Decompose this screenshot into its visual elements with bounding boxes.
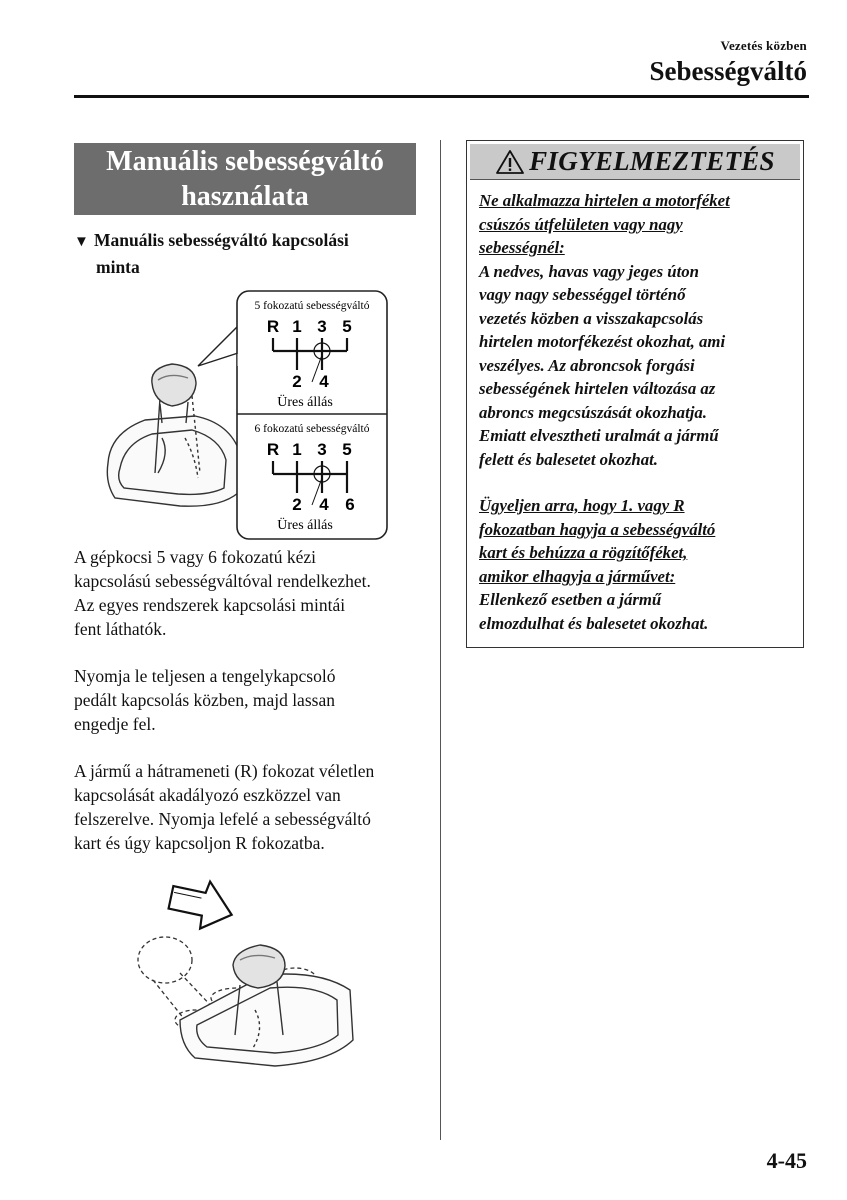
pattern5-label: 5 fokozatú sebességváltó	[254, 300, 370, 312]
warning-line: sebességének hirtelen változása az	[479, 379, 716, 398]
warning-line: fokozatban hagyja a sebességváltó	[479, 519, 716, 539]
paragraph-line: pedált kapcsolás közben, majd lassan	[74, 690, 335, 710]
paragraph-line: Nyomja le teljesen a tengelykapcsoló	[74, 666, 336, 686]
warning-line: veszélyes. Az abroncsok forgási	[479, 355, 695, 375]
paragraph-3	[74, 759, 419, 855]
pattern5-neutral-label: Üres állás	[277, 395, 333, 410]
header-rule	[74, 95, 809, 98]
warning-line: Ne alkalmazza hirtelen a motorféket	[479, 191, 730, 210]
paragraph-line: kapcsolását akadályozó eszközzel van	[74, 785, 341, 805]
warning-line: elmozdulhat és balesetet okozhat.	[479, 613, 709, 633]
paragraph-line: felszerelve. Nyomja lefelé a sebességváltó	[74, 809, 371, 829]
pattern5-gear-r: R	[266, 317, 280, 336]
pattern6-gear-2: 2	[292, 495, 302, 514]
reverse-shift-illustration	[125, 870, 365, 1080]
warning-body	[467, 183, 803, 635]
paragraph-line: kart és úgy kapcsoljon R fokozatba.	[74, 833, 325, 853]
paragraph-line: Az egyes rendszerek kapcsolási mintái	[74, 595, 346, 615]
paragraph-line: A gépkocsi 5 vagy 6 fokozatú kézi	[74, 547, 317, 567]
paragraph-1	[74, 545, 419, 641]
subheading-line-2: minta	[96, 257, 140, 277]
pattern6-bottom-gears	[292, 495, 354, 514]
push-down-arrow-icon	[166, 874, 238, 934]
subheading-line-1: Manuális sebességváltó kapcsolási	[94, 230, 349, 250]
paragraph-line: A jármű a hátrameneti (R) fokozat véletlen	[74, 761, 375, 781]
pattern6-gear-6: 6	[345, 495, 355, 514]
page-number: 4-45	[766, 1148, 807, 1173]
warning-line: sebességnél:	[479, 238, 565, 257]
section-heading-line-1: Manuális sebességváltó	[106, 146, 384, 177]
pattern6-label: 6 fokozatú sebességváltó	[254, 423, 370, 435]
pattern5-gear-5: 5	[342, 317, 352, 336]
pattern5-gear-2: 2	[292, 372, 302, 391]
warning-line: abroncs megcsúszását okozhatja.	[479, 402, 707, 422]
pattern5-gear-3: 3	[317, 317, 327, 336]
paragraph-line: engedje fel.	[74, 714, 156, 734]
warning-line: vezetés közben a visszakapcsolás	[479, 308, 704, 328]
warning-box	[466, 140, 804, 648]
paragraph-line: fent láthatók.	[74, 619, 167, 639]
warning-line: A nedves, havas vagy jeges úton	[479, 261, 700, 281]
pattern6-gear-1: 1	[292, 440, 302, 459]
warning-line: amikor elhagyja a járművet:	[479, 566, 676, 586]
pattern5-gear-4: 4	[319, 372, 329, 391]
warning-line: felett és balesetet okozhat.	[479, 449, 658, 469]
column-divider	[440, 140, 441, 1140]
warning-line: Emiatt elvesztheti uralmát a jármű	[479, 426, 719, 445]
warning-triangle-icon	[495, 149, 525, 175]
pattern6-neutral-label: Üres állás	[277, 518, 333, 533]
warning-gap	[479, 471, 791, 494]
pattern-frame	[237, 291, 387, 539]
warning-line: kart és behúzza a rögzítőféket,	[479, 543, 688, 562]
warning-line: hirtelen motorfékezést okozhat, ami	[479, 332, 726, 351]
pattern6-gear-r: R	[266, 440, 280, 459]
gear-lever-illustration	[180, 945, 353, 1066]
shift-pattern-diagram	[100, 288, 390, 543]
warning-header	[470, 144, 800, 180]
warning-line: vagy nagy sebességgel történő	[479, 285, 686, 304]
paragraph-line: kapcsolású sebességváltóval rendelkezhet.	[74, 571, 371, 591]
subheading	[74, 228, 414, 280]
warning-line: Ellenkező esetben a jármű	[479, 590, 662, 609]
warning-title: FIGYELMEZTETÉS	[529, 146, 775, 176]
pattern6-gear-3: 3	[317, 440, 327, 459]
gear-lever-illustration	[107, 364, 240, 506]
pattern6-gear-5: 5	[342, 440, 352, 459]
section-heading	[74, 143, 416, 215]
warning-line: csúszós útfelületen vagy nagy	[479, 214, 683, 234]
triangle-marker-icon: ▼	[74, 234, 89, 250]
callout-pointer	[198, 326, 238, 366]
pattern5-gear-1: 1	[292, 317, 302, 336]
section-heading-line-2: használata	[181, 181, 309, 212]
paragraph-2	[74, 664, 419, 736]
warning-line: Ügyeljen arra, hogy 1. vagy R	[479, 496, 685, 515]
running-header-title: Sebességváltó	[649, 56, 807, 86]
running-header-section: Vezetés közben	[720, 38, 807, 53]
pattern6-gear-4: 4	[319, 495, 329, 514]
